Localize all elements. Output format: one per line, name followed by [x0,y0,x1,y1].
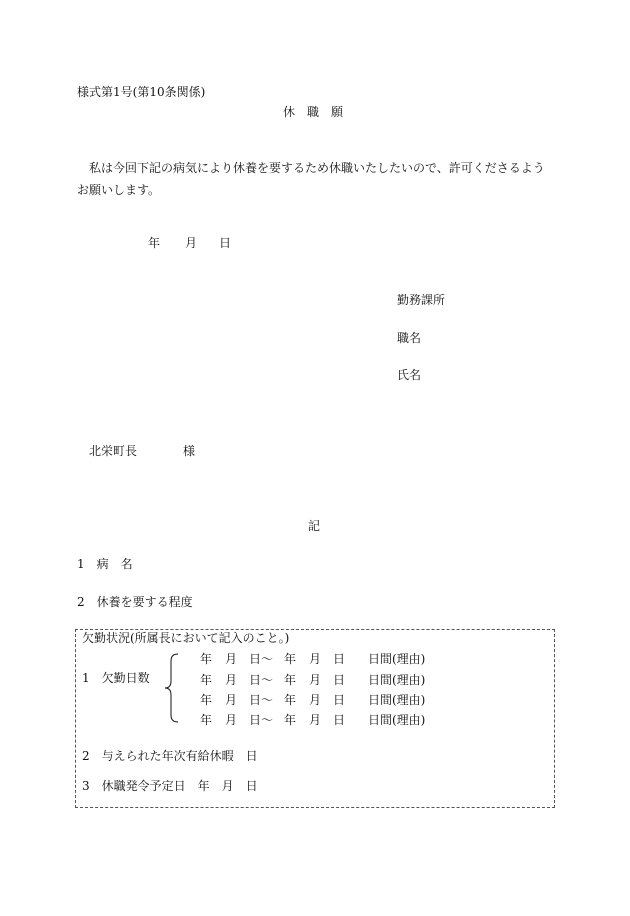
row-start-day: 日〜 [249,673,274,687]
row-start-month: 月 [225,673,238,687]
row-end-year: 年 [284,652,297,666]
date-year: 年 [148,236,161,250]
row-reason: 日間(理由) [368,713,426,727]
row-start-month: 月 [225,693,238,707]
left-brace-icon [162,652,180,724]
row-start-year: 年 [200,713,213,727]
row-start-year: 年 [200,652,213,666]
ki-heading: 記 [308,519,321,533]
row-end-day: 日 [333,652,346,666]
absence-box-header: 欠勤状況(所属長において記入のこと。) [82,631,290,645]
row-end-year: 年 [284,673,297,687]
row-start-day: 日〜 [249,652,274,666]
office-label: 勤務課所 [397,293,446,307]
row-end-month: 月 [309,713,322,727]
row-end-month: 月 [309,673,322,687]
row-end-year: 年 [284,693,297,707]
start-date-line: 3 休職発令予定日 年 月 日 [82,779,258,793]
item-illness-name: 1 病 名 [77,557,133,571]
row-start-month: 月 [225,713,238,727]
row-reason: 日間(理由) [368,652,426,666]
date-month: 月 [185,236,198,250]
row-end-month: 月 [309,693,322,707]
row-end-month: 月 [309,652,322,666]
name-label: 氏名 [397,368,422,382]
row-reason: 日間(理由) [368,693,426,707]
request-paragraph: 私は今回下記の病気により休養を要するため休職いたしたいので、許可くださるようお願いします。 [77,161,545,197]
row-end-year: 年 [284,713,297,727]
addressee-name: 北栄町長 [89,444,138,458]
row-reason: 日間(理由) [368,673,426,687]
row-start-month: 月 [225,652,238,666]
row-start-day: 日〜 [249,693,274,707]
page-title: 休職願 [283,105,356,119]
date-day: 日 [219,236,232,250]
row-end-day: 日 [333,673,346,687]
addressee-honorific: 様 [183,444,196,458]
form-number: 様式第1号(第10条関係) [77,85,206,99]
row-start-day: 日〜 [249,713,274,727]
row-end-day: 日 [333,693,346,707]
item-rest-degree: 2 休養を要する程度 [77,595,193,609]
row-end-day: 日 [333,713,346,727]
paid-leave-line: 2 与えられた年次有給休暇 日 [82,749,258,763]
row-start-year: 年 [200,673,213,687]
position-label: 職名 [397,331,422,345]
row-start-year: 年 [200,693,213,707]
absence-days-label: 1 欠勤日数 [82,671,150,685]
